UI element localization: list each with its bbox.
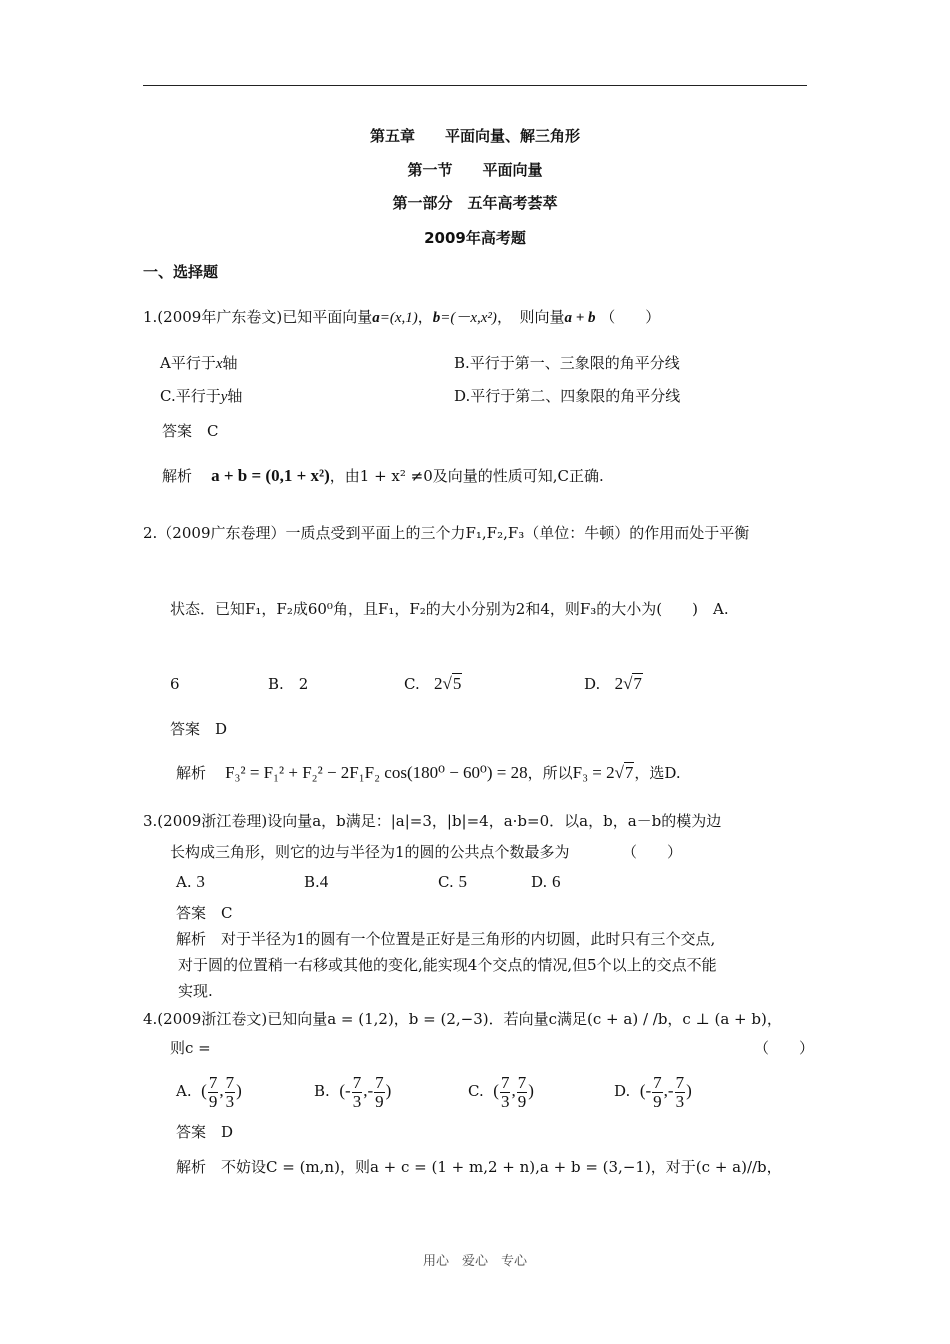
q4-option-d: D. (- $\frac{7}{9}$ ,- $\frac{7}{3}$ ): [614, 1072, 692, 1111]
q1-analysis: 解析 a + b = (0,1 + x²)，由1 + x² ≠0及向量的性质可知,C正确.: [162, 466, 604, 485]
q3-option-a: A. 3: [176, 872, 205, 891]
q3-stem-continued: 长构成三角形，则它的边与半径为1的圆的公共点个数最多为 （ ）: [170, 843, 683, 861]
q1-option-b: B.平行于第一、三象限的角平分线: [454, 354, 680, 372]
q3-stem: 3.(2009浙江卷理)设向量a，b满足：|a|=3，|b|=4，a·b=0．以a，b，a－b的模为边: [143, 812, 722, 830]
q3-answer: 答案 C: [176, 904, 233, 922]
year-title: 2009年高考题: [424, 229, 526, 247]
q1-option-a: A平行于x轴: [160, 354, 238, 372]
q2-stem-continued: 状态．已知F₁，F₂成60⁰角，且F₁，F₂的大小分别为2和4，则F₃的大小为( ) A.: [170, 600, 729, 618]
section-title: 第一节 平面向量: [407, 161, 543, 179]
q2-option-d: D. 2√7: [584, 674, 642, 693]
q4-analysis: 解析 不妨设C = (m,n)，则a + c = (1 + m,2 + n),a + b = (3,−1)，对于(c + a)//b，: [176, 1158, 782, 1176]
q3-analysis-line2: 对于圆的位置稍一右移或其他的变化,能实现4个交点的情况,但5个以上的交点不能: [178, 956, 717, 974]
q1-answer: 答案 C: [162, 422, 219, 440]
q3-option-c: C. 5: [438, 872, 467, 891]
q4-answer: 答案 D: [176, 1123, 234, 1141]
q2-option-a: 6: [170, 675, 180, 693]
section-choice-heading: 一、选择题: [143, 263, 219, 281]
q1-option-c: C.平行于y轴: [160, 387, 243, 405]
q2-answer: 答案 D: [170, 720, 228, 738]
q4-paren: （ ）: [754, 1039, 815, 1057]
q4-option-c: C. ( $\frac{7}{3}$ , $\frac{7}{9}$ ): [468, 1072, 534, 1111]
q4-stem-continued: 则c =: [170, 1039, 211, 1057]
q2-option-b: B. 2: [268, 675, 309, 693]
q1-option-d: D.平行于第二、四象限的角平分线: [454, 387, 681, 405]
q3-analysis-line1: 解析 对于半径为1的圆有一个位置是正好是三角形的内切圆，此时只有三个交点,: [176, 930, 716, 948]
q2-stem: 2.（2009广东卷理）一质点受到平面上的三个力F₁,F₂,F₃（单位：牛顿）的作用而处于平衡: [143, 524, 750, 542]
q4-option-b: B. (- $\frac{7}{3}$ ,- $\frac{7}{9}$ ): [314, 1072, 392, 1111]
q3-analysis-line3: 实现.: [178, 982, 213, 1000]
top-rule: [143, 85, 807, 86]
q4-stem: 4.(2009浙江卷文)已知向量a = (1,2)，b = (2,−3)．若向量c满足(c + a) / /b，c ⊥ (a + b)，: [143, 1010, 782, 1028]
q1-stem: 1.(2009年广东卷文)已知平面向量a=(x,1)，b=(－x,x²)， 则向量a + b （ ）: [143, 308, 661, 326]
page-footer: 用心 爱心 专心: [422, 1254, 527, 1269]
q4-option-a: A. ( $\frac{7}{9}$ , $\frac{7}{3}$ ): [176, 1072, 242, 1111]
q2-option-c: C. 2√5: [404, 674, 462, 693]
part-title: 第一部分 五年高考荟萃: [392, 194, 558, 212]
q3-option-d: D. 6: [531, 872, 561, 891]
chapter-title: 第五章 平面向量、解三角形: [369, 127, 580, 145]
q3-option-b: B.4: [304, 872, 329, 891]
q2-analysis: 解析 F₃² = F₁² + F₂² − 2F₁F₂ cos(180⁰ − 60⁰) = 28，所以F₃ = 2√7，选D.: [176, 763, 681, 782]
